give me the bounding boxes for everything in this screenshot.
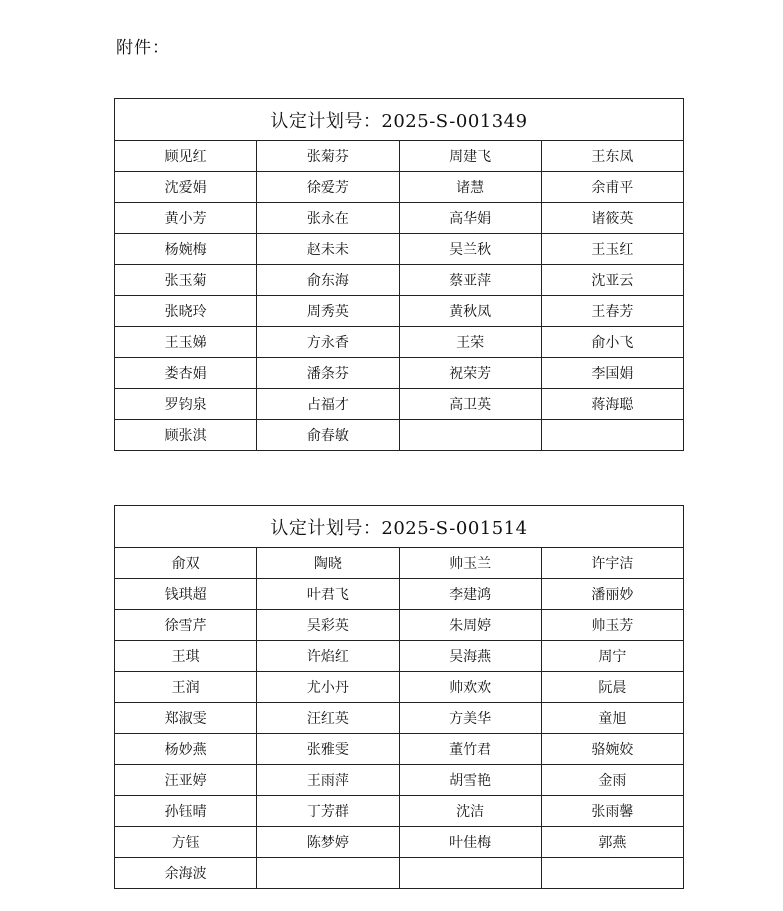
name-cell: 王东凤 — [541, 141, 683, 172]
name-cell: 俞春敏 — [257, 420, 399, 451]
name-cell: 顾张淇 — [115, 420, 257, 451]
table-row — [115, 858, 684, 889]
name-cell: 王琪 — [115, 641, 257, 672]
name-cell: 余海波 — [115, 858, 257, 889]
table-row — [115, 579, 684, 610]
name-cell: 张雅雯 — [257, 734, 399, 765]
name-cell: 陈梦婷 — [257, 827, 399, 858]
table-row — [115, 141, 684, 172]
name-cell: 徐爱芳 — [257, 172, 399, 203]
name-cell — [399, 858, 541, 889]
name-cell: 董竹君 — [399, 734, 541, 765]
name-cell: 方钰 — [115, 827, 257, 858]
name-cell: 王春芳 — [541, 296, 683, 327]
name-cell: 汪亚婷 — [115, 765, 257, 796]
name-cell: 潘丽妙 — [541, 579, 683, 610]
table-row — [115, 389, 684, 420]
name-cell: 余甫平 — [541, 172, 683, 203]
table-row — [115, 420, 684, 451]
table-title-row — [115, 506, 684, 548]
table-row — [115, 265, 684, 296]
table-row — [115, 203, 684, 234]
table-row — [115, 672, 684, 703]
name-cell: 蔡亚萍 — [399, 265, 541, 296]
name-cell: 李国娟 — [541, 358, 683, 389]
name-cell: 赵未未 — [257, 234, 399, 265]
name-cell: 王玉红 — [541, 234, 683, 265]
name-cell: 许宇洁 — [541, 548, 683, 579]
name-cell: 帅玉芳 — [541, 610, 683, 641]
name-cell: 丁芳群 — [257, 796, 399, 827]
name-cell: 俞双 — [115, 548, 257, 579]
name-cell: 张晓玲 — [115, 296, 257, 327]
name-cell: 李建鸿 — [399, 579, 541, 610]
name-cell: 许焰红 — [257, 641, 399, 672]
name-cell: 陶晓 — [257, 548, 399, 579]
name-cell: 孙钰晴 — [115, 796, 257, 827]
name-cell: 帅欢欢 — [399, 672, 541, 703]
name-cell: 沈洁 — [399, 796, 541, 827]
name-cell: 骆婉姣 — [541, 734, 683, 765]
name-cell: 潘条芬 — [257, 358, 399, 389]
name-cell: 高华娟 — [399, 203, 541, 234]
name-cell: 尤小丹 — [257, 672, 399, 703]
name-cell: 张玉菊 — [115, 265, 257, 296]
name-cell: 高卫英 — [399, 389, 541, 420]
name-cell: 俞东海 — [257, 265, 399, 296]
name-cell: 张雨馨 — [541, 796, 683, 827]
certification-table-2-body — [115, 506, 684, 889]
name-cell: 吴彩英 — [257, 610, 399, 641]
table-title: 认定计划号：2025-S-001514 — [115, 506, 684, 548]
name-cell: 沈亚云 — [541, 265, 683, 296]
name-cell: 叶佳梅 — [399, 827, 541, 858]
name-cell: 周宁 — [541, 641, 683, 672]
certification-table-1-body — [115, 99, 684, 451]
name-cell: 黄小芳 — [115, 203, 257, 234]
name-cell: 蒋海聪 — [541, 389, 683, 420]
name-cell: 沈爱娟 — [115, 172, 257, 203]
name-cell: 帅玉兰 — [399, 548, 541, 579]
name-cell: 诸筱英 — [541, 203, 683, 234]
name-cell: 黄秋凤 — [399, 296, 541, 327]
name-cell: 王荣 — [399, 327, 541, 358]
name-cell: 顾见红 — [115, 141, 257, 172]
name-cell — [399, 420, 541, 451]
table-row — [115, 765, 684, 796]
name-cell: 张菊芬 — [257, 141, 399, 172]
name-cell: 俞小飞 — [541, 327, 683, 358]
name-cell: 郑淑雯 — [115, 703, 257, 734]
table-row — [115, 827, 684, 858]
name-cell: 诸慧 — [399, 172, 541, 203]
name-cell: 罗钧泉 — [115, 389, 257, 420]
name-cell: 王雨萍 — [257, 765, 399, 796]
name-cell: 周秀英 — [257, 296, 399, 327]
name-cell: 汪红英 — [257, 703, 399, 734]
table-title: 认定计划号：2025-S-001349 — [115, 99, 684, 141]
attachment-label: 附件： — [116, 38, 170, 58]
name-cell: 杨妙燕 — [115, 734, 257, 765]
name-cell: 童旭 — [541, 703, 683, 734]
name-cell: 郭燕 — [541, 827, 683, 858]
table-row — [115, 327, 684, 358]
table-title-row — [115, 99, 684, 141]
table-row — [115, 548, 684, 579]
name-cell: 占福才 — [257, 389, 399, 420]
name-cell: 金雨 — [541, 765, 683, 796]
table-row — [115, 734, 684, 765]
name-cell: 朱周婷 — [399, 610, 541, 641]
name-cell: 胡雪艳 — [399, 765, 541, 796]
name-cell: 钱琪超 — [115, 579, 257, 610]
name-cell: 张永在 — [257, 203, 399, 234]
name-cell: 王润 — [115, 672, 257, 703]
name-cell: 吴兰秋 — [399, 234, 541, 265]
table-row — [115, 172, 684, 203]
table-row — [115, 358, 684, 389]
name-cell: 阮晨 — [541, 672, 683, 703]
table-row — [115, 610, 684, 641]
name-cell: 祝荣芳 — [399, 358, 541, 389]
certification-table-2 — [114, 505, 684, 889]
certification-table-1 — [114, 98, 684, 451]
name-cell: 杨婉梅 — [115, 234, 257, 265]
name-cell — [257, 858, 399, 889]
name-cell — [541, 858, 683, 889]
name-cell: 方美华 — [399, 703, 541, 734]
name-cell: 叶君飞 — [257, 579, 399, 610]
name-cell: 徐雪芹 — [115, 610, 257, 641]
table-row — [115, 296, 684, 327]
name-cell: 王玉娣 — [115, 327, 257, 358]
name-cell: 方永香 — [257, 327, 399, 358]
name-cell: 周建飞 — [399, 141, 541, 172]
table-row — [115, 703, 684, 734]
table-row — [115, 641, 684, 672]
table-row — [115, 234, 684, 265]
name-cell — [541, 420, 683, 451]
name-cell: 娄杏娟 — [115, 358, 257, 389]
table-row — [115, 796, 684, 827]
name-cell: 吴海燕 — [399, 641, 541, 672]
